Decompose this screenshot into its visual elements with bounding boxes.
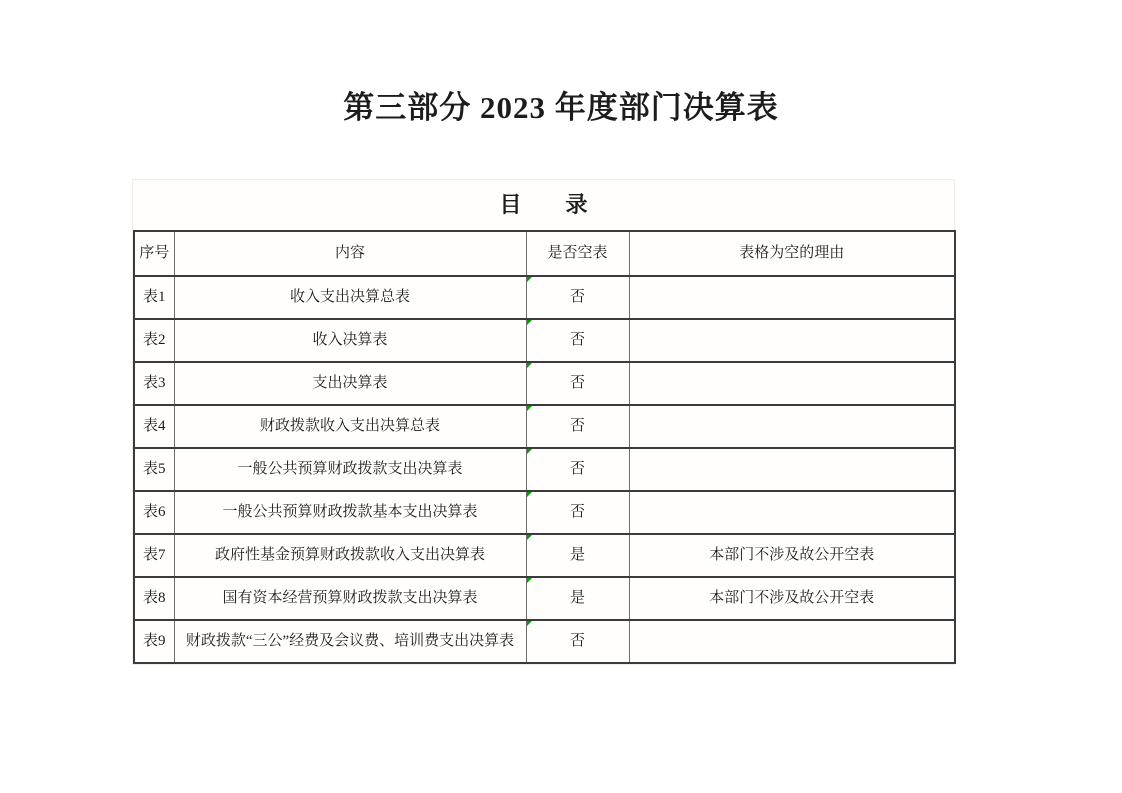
header-no: 序号 [134,231,174,276]
table-row [134,577,955,620]
row-reason-cell [629,276,955,319]
row-content-cell: 财政拨款“三公”经费及会议费、培训费支出决算表 [174,620,526,663]
row-reason-cell [629,362,955,405]
cell-flag-icon [527,320,532,325]
row-content-cell: 国有资本经营预算财政拨款支出决算表 [174,577,526,620]
header-empty: 是否空表 [526,231,629,276]
row-empty-cell [526,405,629,448]
toc-table [133,230,956,664]
cell-flag-icon [527,535,532,540]
row-content-cell: 一般公共预算财政拨款基本支出决算表 [174,491,526,534]
row-empty-cell [526,362,629,405]
page-title: 第三部分 2023 年度部门决算表 [343,90,779,125]
toc-title: 目 录 [499,192,588,217]
row-content-cell: 财政拨款收入支出决算总表 [174,405,526,448]
row-empty-value: 否 [569,289,585,305]
row-no-cell: 表2 [134,319,174,362]
table-row [134,405,955,448]
header-content: 内容 [174,231,526,276]
row-empty-cell [526,319,629,362]
row-no-cell: 表5 [134,448,174,491]
row-no-cell: 表4 [134,405,174,448]
cell-flag-icon [527,449,532,454]
row-empty-value: 否 [569,633,585,649]
row-reason-cell [629,448,955,491]
row-empty-cell [526,491,629,534]
table-row [134,620,955,663]
row-no-cell: 表8 [134,577,174,620]
row-no-cell: 表6 [134,491,174,534]
row-content-cell: 政府性基金预算财政拨款收入支出决算表 [174,534,526,577]
cell-flag-icon [527,277,532,282]
table-row [134,319,955,362]
row-empty-value: 是 [569,590,585,606]
table-row [134,534,955,577]
table-row [134,491,955,534]
row-content-cell: 收入支出决算总表 [174,276,526,319]
row-content-cell: 一般公共预算财政拨款支出决算表 [174,448,526,491]
row-empty-cell [526,577,629,620]
row-no-cell: 表1 [134,276,174,319]
row-empty-cell [526,620,629,663]
table-row [134,276,955,319]
row-empty-cell [526,534,629,577]
row-empty-cell [526,276,629,319]
row-no-cell: 表7 [134,534,174,577]
toc-sheet [132,179,955,665]
cell-flag-icon [527,578,532,583]
row-content-cell: 支出决算表 [174,362,526,405]
header-reason: 表格为空的理由 [629,231,955,276]
row-reason-cell [629,405,955,448]
row-no-cell: 表9 [134,620,174,663]
row-no-cell: 表3 [134,362,174,405]
table-row [134,362,955,405]
row-empty-value: 是 [569,547,585,563]
row-empty-value: 否 [569,504,585,520]
row-reason-cell [629,620,955,663]
row-empty-value: 否 [569,332,585,348]
row-reason-cell: 本部门不涉及故公开空表 [629,577,955,620]
row-content-cell: 收入决算表 [174,319,526,362]
row-empty-value: 否 [569,461,585,477]
row-reason-cell [629,491,955,534]
row-empty-cell [526,448,629,491]
cell-flag-icon [527,406,532,411]
table-header-row [134,231,955,276]
row-reason-cell [629,319,955,362]
row-reason-cell: 本部门不涉及故公开空表 [629,534,955,577]
row-empty-value: 否 [569,375,585,391]
cell-flag-icon [527,363,532,368]
cell-flag-icon [527,621,532,626]
cell-flag-icon [527,492,532,497]
row-empty-value: 否 [569,418,585,434]
table-row [134,448,955,491]
